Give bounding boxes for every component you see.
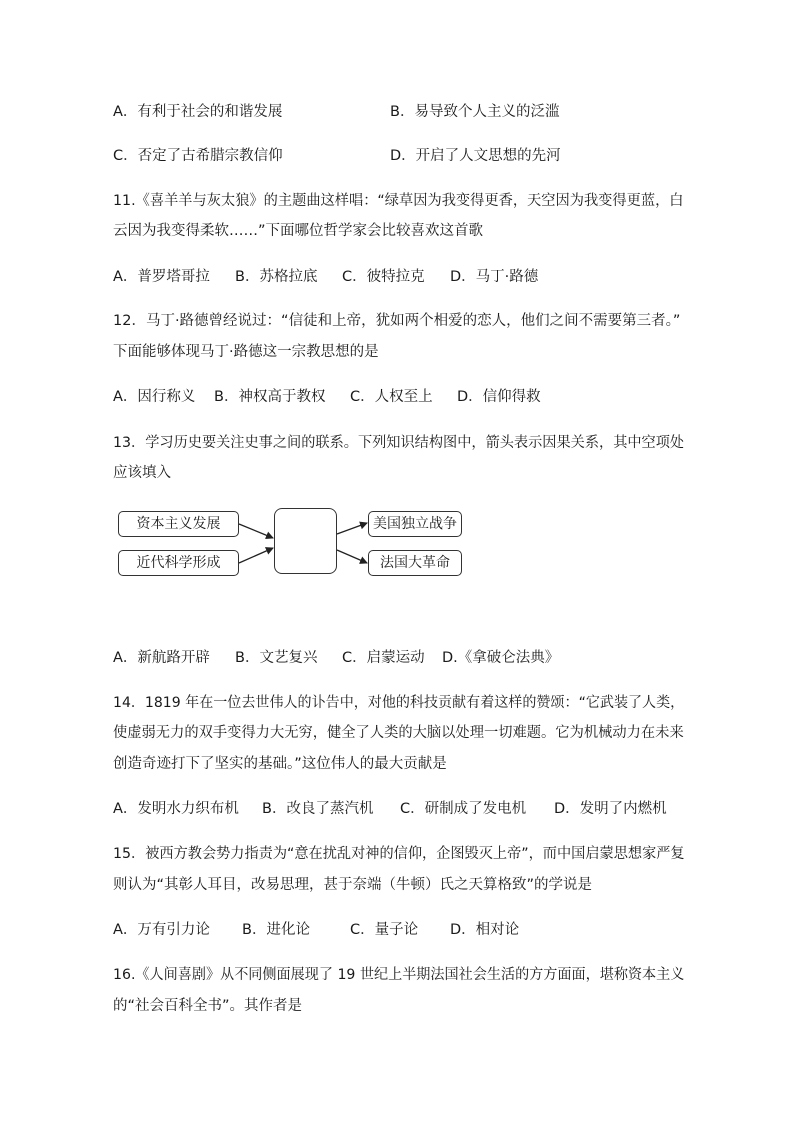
q14-stem-line-2: 使虚弱无力的双手变得力大无穷，健全了人类的大脑以处理一切难题。它为机械动力在未来	[113, 725, 684, 741]
q14-option-d: D．发明了内燃机	[554, 801, 667, 817]
q12-option-a: A．因行称义	[113, 389, 196, 405]
q15-option-d: D．相对论	[450, 922, 520, 938]
q14-option-b: B．改良了蒸汽机	[262, 801, 374, 817]
diagram-blank-box	[274, 508, 337, 574]
q12-stem-line-1: 12．马丁·路德曾经说过：“信徒和上帝，犹如两个相爱的恋人，他们之间不需要第三者。”	[113, 313, 681, 329]
q10-option-b: B．易导致个人主义的泛滥	[390, 104, 560, 120]
q14-stem-line-3: 创造奇迹打下了坚实的基础。”这位伟人的最大贡献是	[113, 756, 447, 772]
q13-stem-line-1: 13．学习历史要关注史事之间的联系。下列知识结构图中，箭头表示因果关系，其中空项处	[113, 435, 685, 451]
diagram-cause-capitalism: 资本主义发展	[118, 511, 239, 537]
q14-stem-line-1: 14．1819 年在一位去世伟人的讣告中，对他的科技贡献有着这样的赞颂：“它武装了人类，	[113, 695, 685, 711]
q15-stem-line-1: 15．被西方教会势力指责为“意在扰乱对神的信仰，企图毁灭上帝”，而中国启蒙思想家严复	[113, 846, 685, 862]
diagram-effect-french-revolution: 法国大革命	[368, 550, 462, 576]
q12-option-d: D．信仰得救	[457, 389, 541, 405]
q16-stem-line-2: 的“社会百科全书”。其作者是	[113, 998, 303, 1014]
q14-option-a: A．发明水力织布机	[113, 801, 239, 817]
q13-option-a: A．新航路开辟	[113, 650, 210, 666]
arrow-cause2-to-blank	[239, 548, 273, 563]
q13-option-c: C．启蒙运动	[342, 650, 425, 666]
q12-option-b: B．神权高于教权	[214, 389, 326, 405]
q15-option-b: B．进化论	[242, 922, 310, 938]
arrow-cause1-to-blank	[239, 524, 273, 538]
q15-stem-line-2: 则认为“其彰人耳目，改易思理，甚于奈端（牛顿）氏之天算格致”的学说是	[113, 877, 593, 893]
q11-stem-line-2: 云因为我变得柔软……”下面哪位哲学家会比较喜欢这首歌	[113, 223, 484, 239]
diagram-effect-american-war: 美国独立战争	[368, 511, 462, 537]
q15-option-c: C．量子论	[350, 922, 419, 938]
q13-stem-line-2: 应该填入	[113, 465, 171, 481]
cause-effect-diagram	[118, 508, 464, 580]
q12-option-c: C．人权至上	[350, 389, 433, 405]
q13-option-d: D.《拿破仑法典》	[442, 650, 560, 666]
q11-stem-line-1: 11.《喜羊羊与灰太狼》的主题曲这样唱：“绿草因为我变得更香，天空因为我变得更蓝，白	[113, 193, 684, 209]
q11-option-b: B．苏格拉底	[235, 269, 318, 285]
q15-option-a: A．万有引力论	[113, 922, 210, 938]
q14-option-c: C．研制成了发电机	[400, 801, 527, 817]
q12-stem-line-2: 下面能够体现马丁·路德这一宗教思想的是	[113, 344, 379, 360]
q10-option-a: A．有利于社会的和谐发展	[113, 104, 283, 120]
q10-option-d: D．开启了人文思想的先河	[390, 148, 561, 164]
q11-option-a: A．普罗塔哥拉	[113, 269, 210, 285]
arrow-blank-to-effect2	[337, 550, 367, 563]
q16-stem-line-1: 16.《人间喜剧》从不同侧面展现了 19 世纪上半期法国社会生活的方方面面，堪称资本主义	[113, 967, 685, 983]
q11-option-c: C．彼特拉克	[342, 269, 425, 285]
q10-option-c: C．否定了古希腊宗教信仰	[113, 148, 283, 164]
diagram-cause-science: 近代科学形成	[118, 550, 239, 576]
q13-option-b: B．文艺复兴	[235, 650, 318, 666]
q11-option-d: D．马丁·路德	[450, 269, 539, 285]
arrow-blank-to-effect1	[337, 523, 367, 534]
